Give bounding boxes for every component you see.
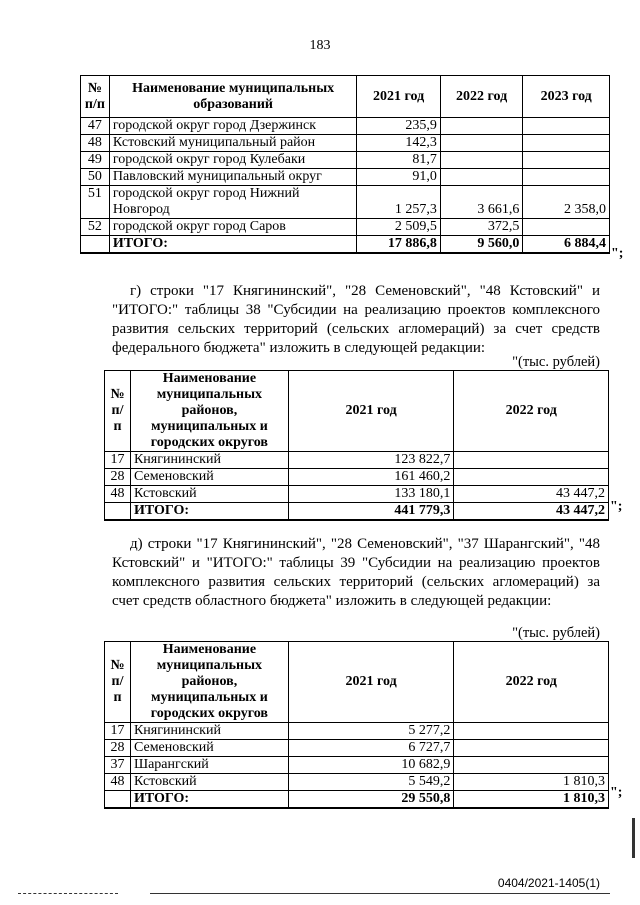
header-2021: 2021 год: [357, 76, 441, 118]
table-total-row: ИТОГО: 29 550,8 1 810,3: [105, 791, 609, 809]
table-row: 47 городской округ город Дзержинск 235,9: [81, 118, 610, 135]
table-row: 48 Кстовский 133 180,1 43 447,2: [105, 486, 609, 503]
header-num: № п/п: [105, 371, 131, 452]
header-name: Наименование муниципальных районов, муниципальных и городских округов: [130, 642, 288, 723]
table-row: 49 городской округ город Кулебаки 81,7: [81, 152, 610, 169]
table-row: 51 городской округ город Нижний Новгород 1 257,3 3 661,6 2 358,0: [81, 186, 610, 219]
closing-quote: ";: [611, 246, 624, 261]
header-num: № п/п: [81, 76, 110, 118]
table-regional-budget: [104, 641, 609, 809]
table-total-row: ИТОГО: 441 779,3 43 447,2: [105, 503, 609, 521]
page-number: 183: [309, 38, 331, 53]
paragraph-d: д) строки "17 Княгининский", "28 Семеновский", "37 Шарангский", "48 Кстовский" и "ИТОГО:" таблицы 39 "Субсидии на реализацию проектов комплексного развития сельских территорий (сельских агломераций) за счет средств областного бюджета" изложить в следующей редакции:: [112, 536, 600, 609]
table-row: 17 Княгининский 123 822,7: [105, 452, 609, 469]
header-2022: 2022 год: [454, 371, 609, 452]
header-2022: 2022 год: [440, 76, 522, 118]
header-2021: 2021 год: [288, 642, 454, 723]
table-row: 50 Павловский муниципальный округ 91,0: [81, 169, 610, 186]
scan-edge-mark: [632, 818, 635, 858]
header-num: № п/п: [105, 642, 131, 723]
header-name: Наименование муниципальных образований: [109, 76, 356, 118]
table-municipal-subsidies: [80, 75, 610, 254]
table-row: 28 Семеновский 161 460,2: [105, 469, 609, 486]
table-federal-budget: [104, 370, 609, 521]
table-row: 28 Семеновский 6 727,7: [105, 740, 609, 757]
paragraph-g: г) строки "17 Княгининский", "28 Семеновский", "48 Кстовский" и "ИТОГО:" таблицы 38 "Субсидии на реализацию проектов комплексного развития сельских территорий (сельских агломераций) за счет средств федерального бюджета" изложить в следующей редакции:: [112, 283, 600, 356]
closing-quote: ";: [610, 499, 623, 514]
table-row: 37 Шарангский 10 682,9: [105, 757, 609, 774]
table-row: 48 Кстовский 5 549,2 1 810,3: [105, 774, 609, 791]
scan-edge-line: [18, 893, 118, 894]
document-code: 0404/2021-1405(1): [497, 876, 600, 890]
closing-quote: ";: [610, 785, 623, 800]
header-2023: 2023 год: [523, 76, 610, 118]
table-row: 17 Княгининский 5 277,2: [105, 723, 609, 740]
header-2021: 2021 год: [288, 371, 454, 452]
table-row: 48 Кстовский муниципальный район 142,3: [81, 135, 610, 152]
table-total-row: ИТОГО: 17 886,8 9 560,0 6 884,4: [81, 236, 610, 254]
unit-label: "(тыс. рублей): [512, 625, 600, 641]
scan-edge-line: [150, 893, 610, 894]
table-row: 52 городской округ город Саров 2 509,5 372,5: [81, 219, 610, 236]
header-2022: 2022 год: [454, 642, 609, 723]
header-name: Наименование муниципальных районов, муниципальных и городских округов: [130, 371, 288, 452]
unit-label: "(тыс. рублей): [512, 354, 600, 370]
